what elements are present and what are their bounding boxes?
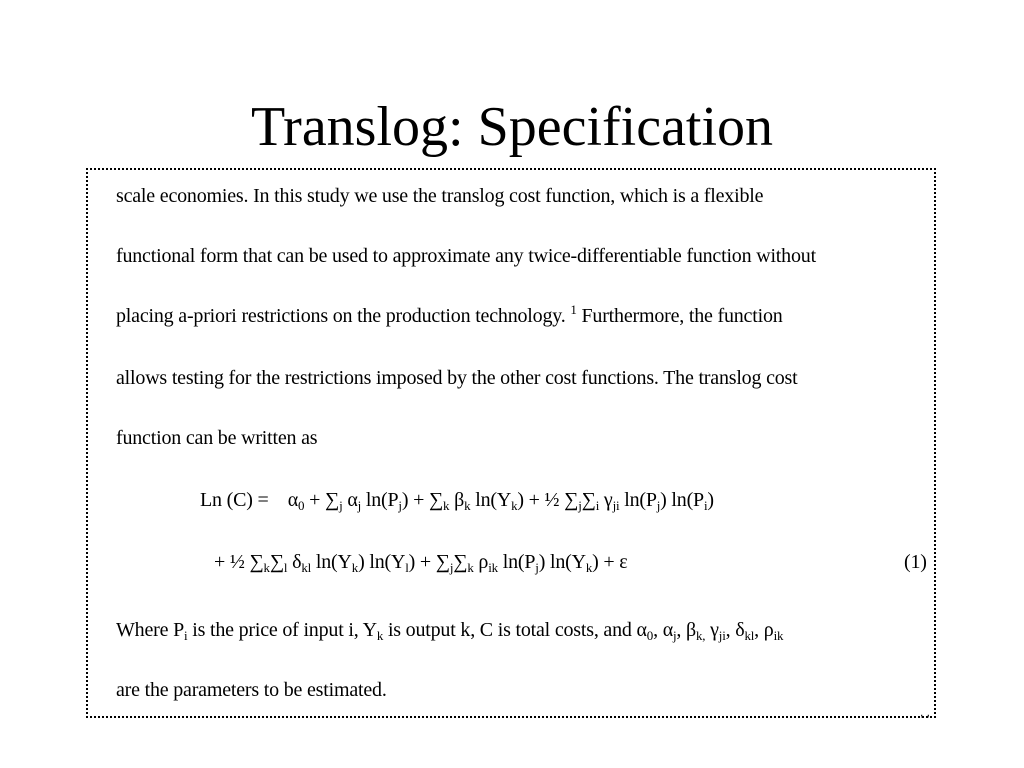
equation-line-2: + ½ $\sum_k\sum_l$ $\delta_{kl}$ $\ln(Y_k) \ln(Y_l) + \sum_j\sum_k$ $\rho_{ik}$ $\ln(P_j) \ln(Y_k) + \varepsilon$ (1) bbox=[214, 551, 927, 575]
text-line-8: are the parameters to be estimated. bbox=[116, 679, 387, 701]
text-line-3-b: Furthermore, the function bbox=[576, 305, 783, 327]
text-line-4: allows testing for the restrictions imposed by the other cost functions. The translog cost bbox=[116, 367, 798, 389]
slide-title: Translog: Specification bbox=[250, 96, 774, 158]
text-line-2: functional form that can be used to approximate any twice-differentiable function without bbox=[116, 245, 816, 267]
equation-number: (1) bbox=[904, 551, 927, 573]
footnote-marker: 1 bbox=[570, 302, 577, 317]
corner-mark: , , bbox=[920, 705, 931, 719]
text-line-7: Where $P_i$ is the price of input i, $Y_k$ is output k, C is total costs, and $\alpha_0$, $\alpha_j$, $\beta_{k,}$ $\gamma_{ji}$, $\delta_{kl}$, $\rho_{ik}$ bbox=[116, 619, 784, 643]
document-excerpt bbox=[86, 168, 936, 718]
equation-line-1: Ln (C) = $\alpha_0 + \sum_j$ $\alpha_j$ $\ln(P_j) + \sum_k$ $\beta_k$ $\ln(Y_k)$ + ½ $\sum_j\sum_i$ $\gamma_{ji}$ $\ln(P_j)$ $\ln(P_i)$ bbox=[200, 489, 714, 513]
text-line-1: scale economies. In this study we use the translog cost function, which is a flexible bbox=[116, 185, 764, 207]
text-line-5: function can be written as bbox=[116, 427, 318, 449]
text-line-3 bbox=[116, 304, 783, 328]
text-line-3-a: placing a-priori restrictions on the production technology. bbox=[116, 305, 566, 327]
